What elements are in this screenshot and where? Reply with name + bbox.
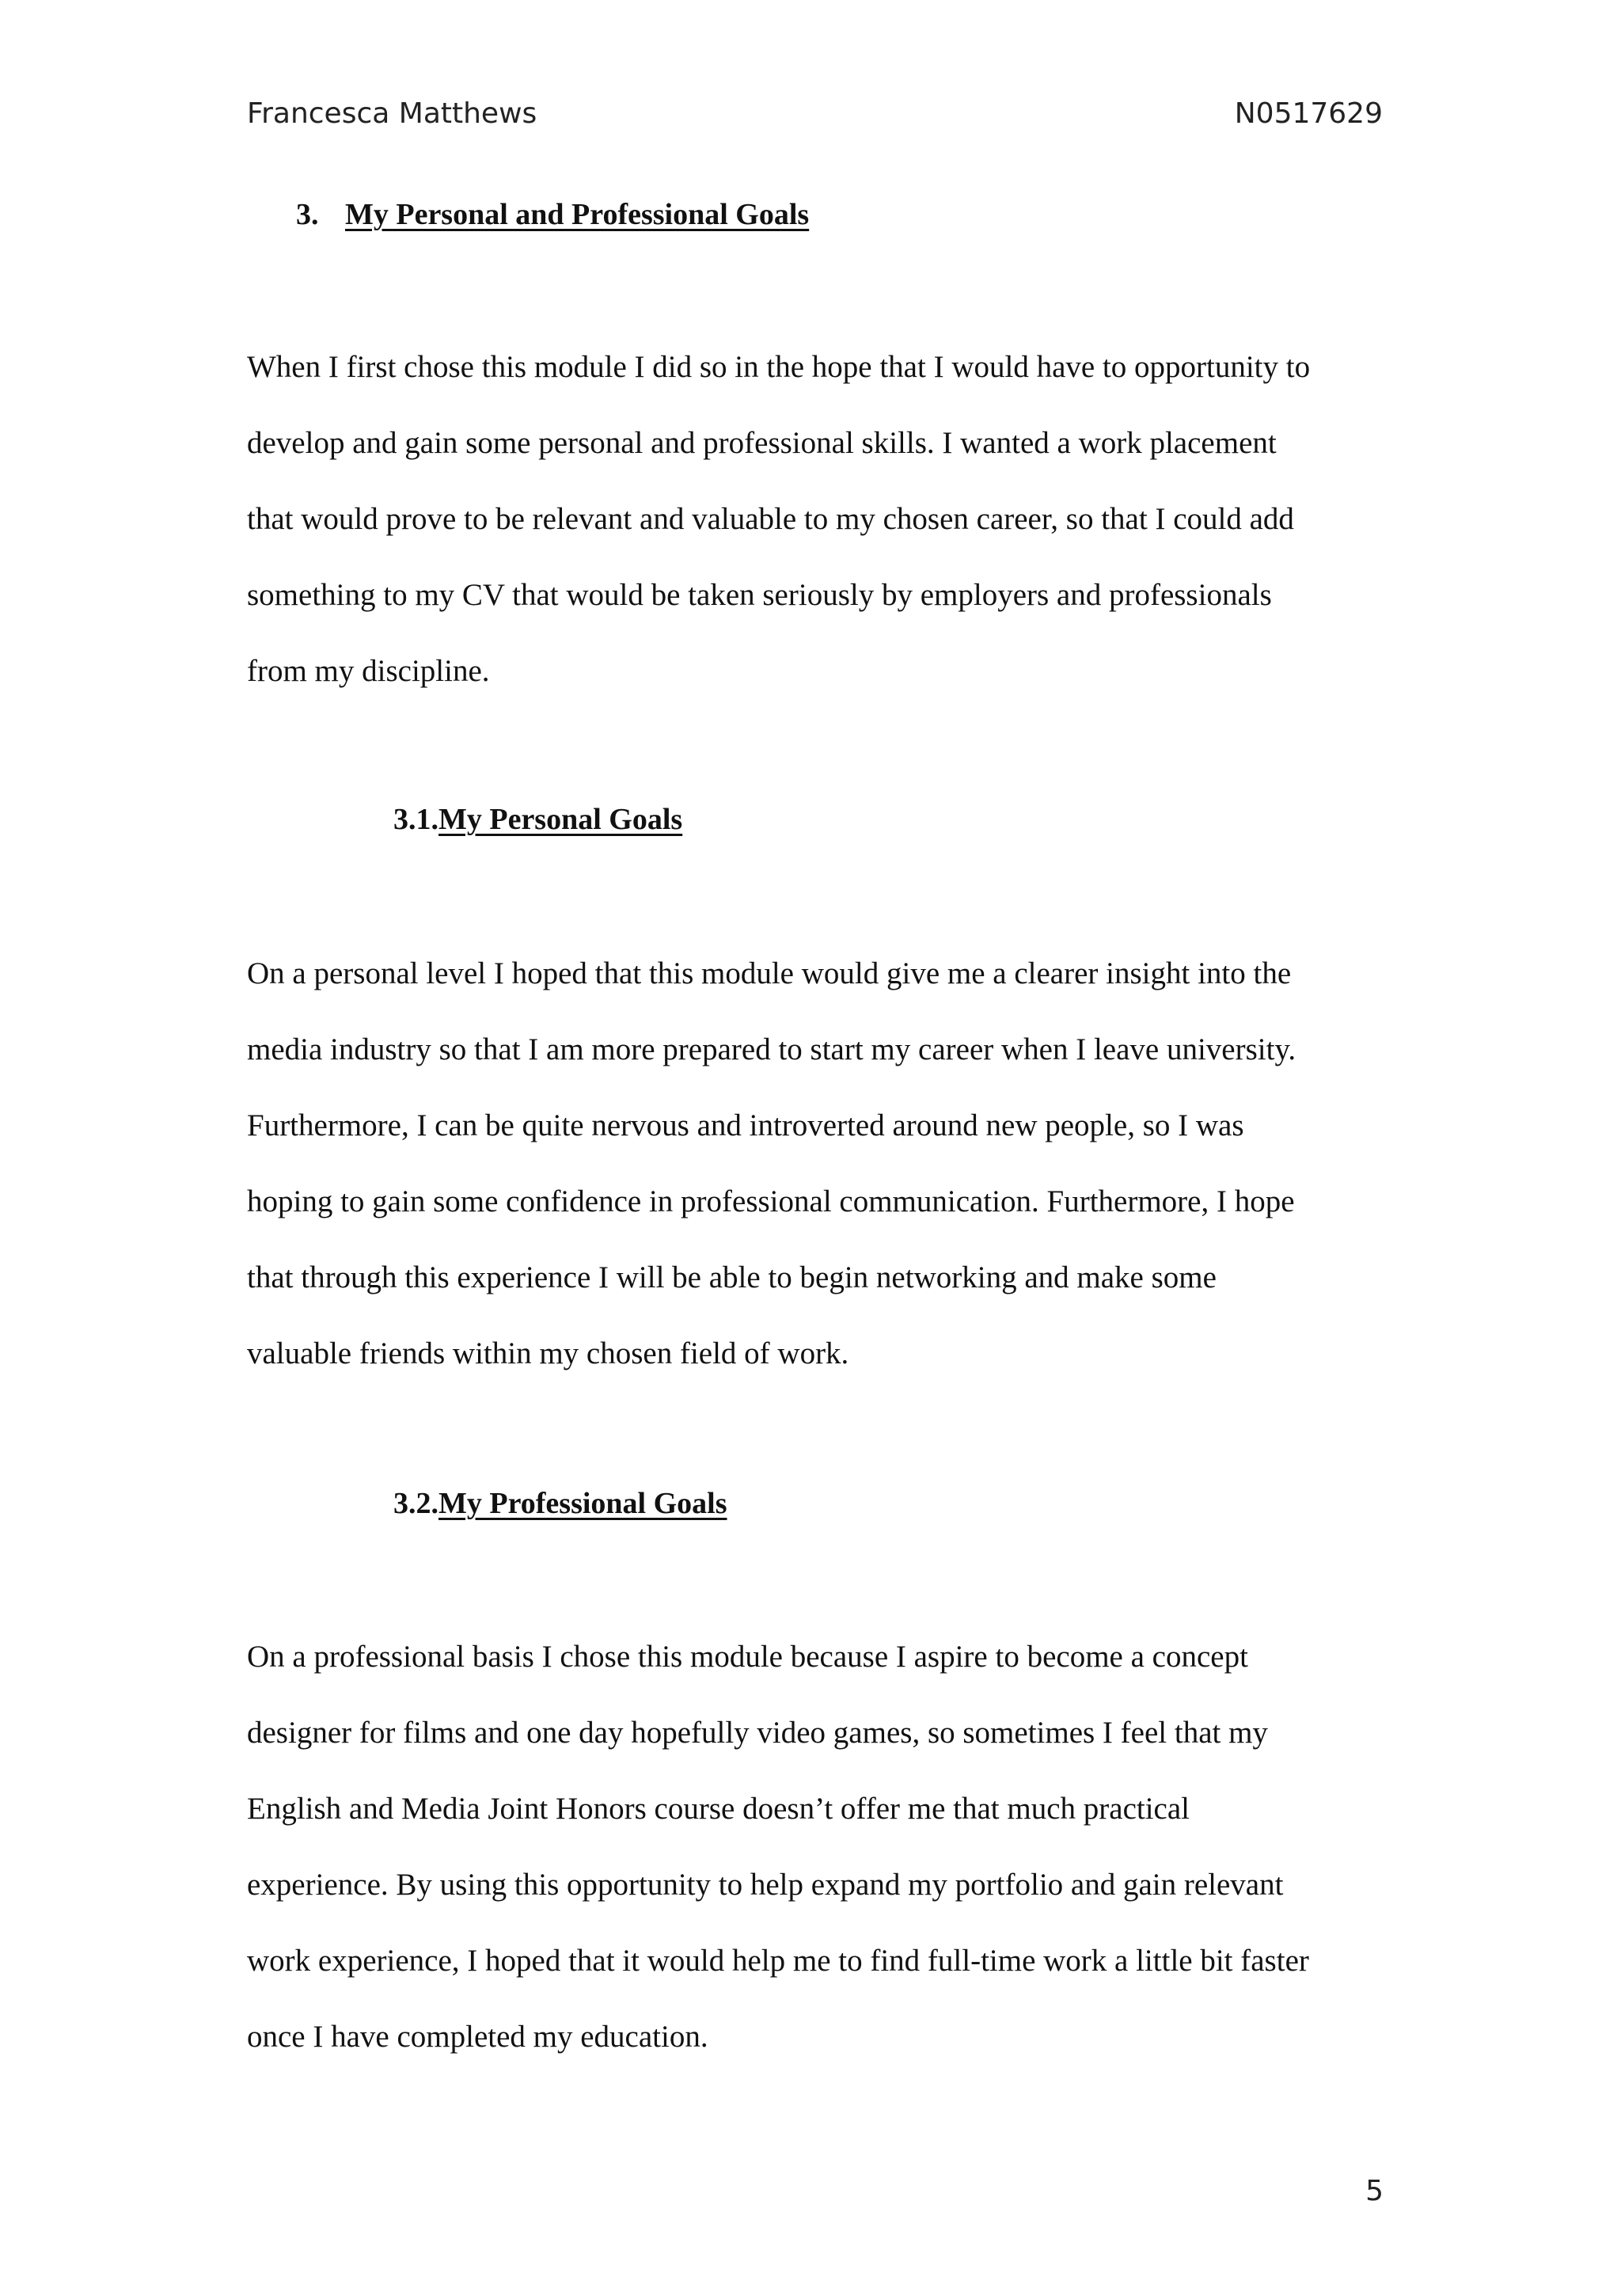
paragraph-line: develop and gain some personal and professional skills. I wanted a work placement: [247, 426, 1277, 460]
section-number: 3.: [296, 198, 319, 231]
header-author: Francesca Matthews: [247, 97, 537, 130]
page-number: 5: [1365, 2175, 1384, 2207]
paragraph-line: experience. By using this opportunity to help expand my portfolio and gain relevant: [247, 1868, 1284, 1902]
personal-goals-paragraph: [247, 936, 1383, 1392]
professional-goals-paragraph: [247, 1619, 1383, 2075]
paragraph-line: designer for films and one day hopefully video games, so sometimes I feel that my: [247, 1716, 1268, 1750]
paragraph-line: that would prove to be relevant and valuable to my chosen career, so that I could add: [247, 502, 1294, 536]
paragraph-line: English and Media Joint Honors course doesn’t offer me that much practical: [247, 1792, 1190, 1826]
paragraph-line: Furthermore, I can be quite nervous and introverted around new people, so I was: [247, 1108, 1244, 1142]
paragraph-line: valuable friends within my chosen field of work.: [247, 1336, 849, 1370]
paragraph-line: On a personal level I hoped that this module would give me a clearer insight into the: [247, 956, 1292, 990]
paragraph-line: When I first chose this module I did so in the hope that I would have to opportunity to: [247, 350, 1311, 384]
paragraph-line: from my discipline.: [247, 654, 490, 688]
section-title: My Personal and Professional Goals: [345, 198, 810, 231]
paragraph-line: once I have completed my education.: [247, 2020, 708, 2054]
subsection-title: My Personal Goals: [438, 803, 683, 836]
section-heading: [296, 196, 809, 233]
subsection-heading-professional-goals: [393, 1485, 727, 1522]
subsection-heading-personal-goals: [393, 801, 682, 838]
paragraph-line: something to my CV that would be taken seriously by employers and professionals: [247, 578, 1272, 612]
paragraph-line: that through this experience I will be able to begin networking and make some: [247, 1260, 1217, 1294]
subsection-number: 3.2.: [393, 1487, 438, 1520]
paragraph-line: media industry so that I am more prepared to start my career when I leave university.: [247, 1032, 1296, 1066]
subsection-title: My Professional Goals: [438, 1487, 727, 1520]
paragraph-line: hoping to gain some confidence in professional communication. Furthermore, I hope: [247, 1184, 1295, 1218]
header-student-id: N0517629: [1234, 97, 1383, 130]
subsection-number: 3.1.: [393, 803, 438, 836]
section-paragraph: [247, 329, 1383, 709]
paragraph-line: work experience, I hoped that it would help me to find full-time work a little bit faster: [247, 1944, 1309, 1978]
paragraph-line: On a professional basis I chose this module because I aspire to become a concept: [247, 1640, 1248, 1674]
